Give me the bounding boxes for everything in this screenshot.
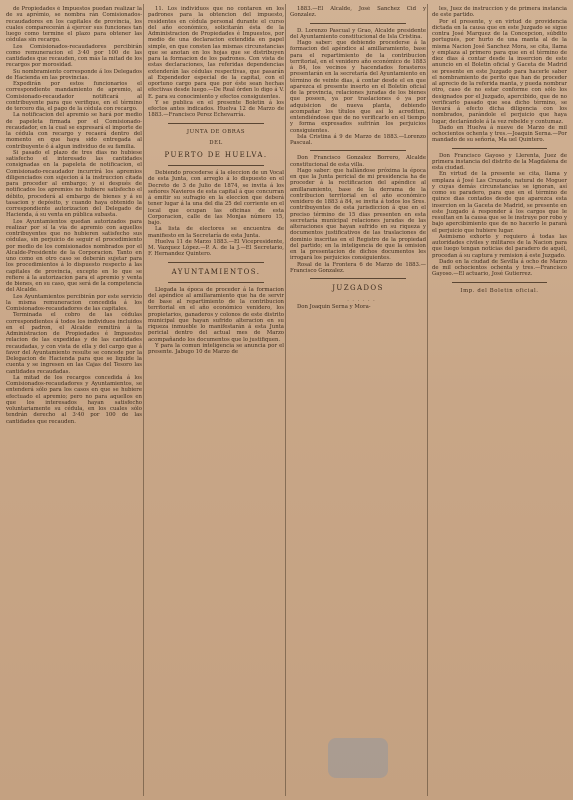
- paragraph: Hago saber: que debiendo procederse á la formacion del apéndice al amillaramiento, base para el repartimiento de la contribucion territorial, en el venidero año económico de 1883 á 84, los vecinos y hacendados forasteros presentarán en la secretaría del Ayuntamiento en término de veinte dias, á contar desde el en que aparezca el presente inserto en el Boletin oficial de la provincia, relaciones juradas de los bienes que poseen, ya por traslaciones ó ya por adquisicion de nueva planta, debiendo acompañar los títulos que así lo acrediten, entendiéndose que de no verificarlo en el tiempo y forma expresados sufrirán los perjuicios consiguientes.: [290, 40, 426, 134]
- column-4: [432, 6, 567, 796]
- column-rule: [143, 4, 144, 796]
- section-divider: [168, 262, 263, 263]
- paragraph: D. Lorenzo Pascual y Grao, Alcalde presidente del Ayuntamiento constitucional de Isla Cristina.: [290, 27, 426, 40]
- paragraph: Los Ayuntamientos quedan autorizados para realizar por sí la via de apremio con aquellos contribuyentes que no hubieren satisfecho sus cédulas, sin perjuicio de seguir el procedimiento por medio de los comisionados nombrados por el Alcalde-Presidente de la Corporacion. Tanto en uno como en otro caso se deberán sujetar para los procedimientos á lo dispuesto respecto á las capitales de provincia, excepto en lo que se refiere á la autorizacion para el apremio y venta de bienes, en su caso, que será de la competencia del Alcalde.: [6, 218, 142, 294]
- paragraph: La notificacion del apremio se hará por medio de papeleta firmada por el Comisionado-recaudador, en la cual se expresará el importe de la cédula con recargo y recaerá dentro del momento en que haya sido entregada al contribuyente ó á algun individuo de su familia.: [6, 112, 142, 150]
- paragraph: de Propiedades é Impuestos puedan realizar la de su aprémio, se nombra rán Comisionados-recaudadores en los capitales de provincia, los cuales comparecerán á ejercer sus funciones tan luego como termine el plazo para obtener las cédulas sin recargo.: [6, 6, 142, 44]
- column-2: [148, 6, 284, 796]
- column-3: [290, 6, 426, 796]
- paragraph: Huelva 11 de Marzo 1883.—El Vicepresidente, M. Vazquez López.—P. A. de la J.—El Secretario, F. Hernandez Quintero.: [148, 238, 284, 258]
- section-heading: PUERTO DE HUELVA.: [164, 151, 268, 159]
- paragraph: Su nombramiento corresponde á los Delegados de Hacienda en las provincias.: [6, 68, 142, 81]
- paragraph: Don Francisco Gonzalez Borrero, Alcalde constitucional de esta villa.: [290, 155, 426, 168]
- paragraph: Los Ayuntamientos percibirán por este servicio la misma remuneracion concedida á los Comisionados-recaudadores de las capitales.: [6, 293, 142, 312]
- column-1: [6, 6, 142, 796]
- paragraph: les, Juez de instruccion y de primera instancia de este partido.: [432, 6, 567, 19]
- section-heading: AYUNTAMIENTOS.: [171, 267, 261, 276]
- paragraph: Dado en la ciudad de Sevilla á ocho de Marzo de mil ochocientos ochenta y tres.—Francisco Gayoso.—El actuario, José Gutierrez.: [432, 258, 567, 278]
- paragraph: La mitad de los recargos concedida á los Comisionados-recaudadores y Ayuntamientos, se entenderá sólo para los casos en que se hubiere efectuado el apremio; pero no para aquellos en que los interesados hayan satisfecho voluntariamente su cédula, en los cuales sólo tendrán derecho al 3·40 por 100 de las cantidades que recauden.: [6, 374, 142, 425]
- section-divider: [310, 150, 405, 151]
- column-rule: [285, 4, 286, 796]
- section-heading: Imp. del Boletin oficial.: [460, 287, 539, 294]
- paragraph: Y para la comun inteligencia se anuncia por el presente. Jabugo 10 de Marzo de: [148, 342, 284, 355]
- section-divider: [452, 148, 547, 149]
- section-heading: JUZGADOS: [332, 284, 384, 292]
- paragraph: En virtud de la presente se cita, llama y emplaza á José Las Cruzado, natural de Moguer y cuyas demás circunstancias se ignoran, así como su paradero, para que en el término de quince dias contados desde que aparezca esta insercion en la Gaceta de Madrid, se presente en este Juzgado á responder á los cargos que le resultan en la causa que se le instruye por robo y bajo apercibimiento que de no hacerlo le parará el perjuicio que hubiere lugar.: [432, 171, 567, 234]
- section-heading: DEL: [209, 139, 223, 146]
- paragraph: Y se publica en el presente Boletin á los efectos antes indicados. Huelva 12 de Marzo de 1883.—Francisco Perez Echevarría.: [148, 99, 284, 119]
- ornament-dots: · · · · · ·: [347, 298, 376, 304]
- section-divider: [168, 123, 263, 124]
- paragraph: Don Joaquin Serna y Mora-: [297, 304, 371, 311]
- paragraph: La lista de electores se encuentra de manifiesto en la Secretaría de esta Junta.: [148, 226, 284, 239]
- paragraph: Dado en Huelva á nueve de Marzo de mil ochocientos ochenta y tres.—Joaquin Serna.—Por mandado de su señoría, Ma uel Quintero.: [432, 124, 567, 144]
- column-rule: [427, 4, 428, 796]
- paragraph: Por el presente, y en virtud de providencia dictada en la causa que en este Juzgado se sigue contra José Marquez de la Concepcion, súbdito portugués, por hurto de una manta al de la misma Nacion José Sanchez Mora, se cita, llama y emplaza al primero para que en el término de diez dias á contar desde la insercion de este anuncio en el Boletin oficial y Gaceta de Madrid se presente en este Juzgado para hacerle saber el nombramiento de perito que han de proceder al aprecio de la referida manta, y pueda nombrar otro, caso de no estar conforme con sólo los designados por el Juzgado, apercibido, que de no verificarlo pasado que sea dicho término, se llevará á efecto dicha diligencia con los nombrados, parándole el perjuicio que haya lugar, declarándole á la vez rebelde y contumaz.: [432, 18, 567, 125]
- paragraph: Los Comisionados-recaudadores percibirán como remuneracion el 3·40 por 100 de las cantidades que recauden, con más la mitad de los recargos por morosidad.: [6, 43, 142, 69]
- paragraph: Expedirán por estos funcionarios el correspondiente mandamiento de apremio, al Comisionado-recaudador notificará al contribuyente para que verifique, en el término de tercero dia, el pago de la cédula con recargo.: [6, 81, 142, 112]
- section-divider: [310, 23, 405, 24]
- section-divider: [452, 282, 547, 283]
- paragraph: Debiendo procederse á la eleccion de un Vocal de esta Junta, con arreglo á lo dispuesto en el Decreto de 3 de Julio de 1874, se invita á los señores Navieros de esta capital á que concurran á emitir su sufragio en la eleccion que deberá tener lugar á la una del dia 25 del corriente en el local que ocupan las oficinas de esta Corporacion, calle de las Monjas número 15, bajo.: [148, 170, 284, 226]
- paragraph: Hago saber: que hallándose próxima la época en que la Junta pericial de mi presidencia ha de proceder á la rectificacion del apéndice al amillaramiento, base de la derrama de la contribucion territorial en el año económico venidero de 1883 á 84, se invita á todos los Sres. contribuyentes de esta jurisdiccion á que en el preciso término de 15 dias presenten en esta secretaría municipal relaciones juradas de las alteraciones que hayan sufrido en su riqueza y documentos justificativos de las traslaciones de dominio inscritas en el Registro de la propiedad del partido; en la inteligencia de que la omision en la presentacion de dichos documentos les irrogará los perjuicios consiguientes.: [290, 167, 426, 262]
- paragraph: Isla Cristina á 9 de Marzo de 1883.—Lorenzo Pascual.: [290, 133, 426, 146]
- paragraph: Si pasado el plazo de tres dias no hubiese satisfecho el interesado las cantidades consignadas en la papeleta de notificacion, el Comisionado-recaudador incurrirá los apremios diligenciados con sujecion á la instruccion citada para proceder al embargo; y si después de notificados los apremios no hubiere satisfecho el débito, procederá al embargo de bienes y á su tasacion y depósito, y cuando haya obtenido la correspondiente autorizacion del Delegado de Hacienda, á su venta en pública subasta.: [6, 149, 142, 219]
- section-divider: [310, 278, 405, 279]
- section-divider: [168, 282, 263, 283]
- paragraph: Asimismo exhorto y requiero á todas las autoridades civiles y militares de la Nacion para que luego tengan noticias del paradero de aquél, procedan á su captura y remision á este Juzgado.: [432, 233, 567, 259]
- paragraph: Llegada la época de proceder á la formacion del apéndice al amillaramiento que ha de servir de base al repartimiento de la contribucion territorial en el año económico venidero, los propietarios, ganaderos y colonos de este distrito municipal que hayan sufrido alteracion en su riqueza inmueble lo manifestarán á esta Junta pericial dentro del actual mes de Marzo acompañando los documentos que lo justifiquen.: [148, 286, 284, 343]
- paragraph: Terminada el cobro de las cédulas correspondientes á todos los individuos incluidos en el padron, el Alcalde remitirá á la Administracion de Propiedades é Impuestos relacion de las expedidas y de las cantidades recaudadas, y con vista de ella y del cargo que á favor del Ayuntamiento resulte se concede por la Delegacion de Hacienda para que se liquide la cuenta y se ingresen en las Cajas del Tesoro las cantidades recaudadas.: [6, 312, 142, 375]
- section-divider: [168, 165, 263, 166]
- paragraph: Rosal de la Frontera 6 de Marzo de 1883.—Francisco Gonzalez.: [290, 261, 426, 274]
- paragraph: 11. Los individuos que no contaren en los padrones para la obtencion del impuesto, residentes en cédula personal durante el curso del año económico, solicitarán ésta de la Administracion de Propiedades é Impuestos, por medio de una declaracion extendida en papel simple, en que consten las mismas circunstancias que se anotan en los hojas que se distribuyen para la formacion de los padrones. Con vista de estas declaraciones, las referidas dependencias extenderán las cédulas respectivas, que pasarán al Expendedor especial de la capital, con el oportuno cargo para que por éste sean hechas efectivas desde luego.—De Real órden lo digo á V. E. para su conocimiento y efectos consiguientes.: [148, 6, 284, 100]
- paragraph: Don Francisco Gayoso y Llerenta, Juez de primera instancia del distrito de la Magdalena de esta ciudad.: [432, 152, 567, 171]
- section-heading: JUNTA DE OBRAS: [186, 128, 246, 135]
- paragraph: 1883.—El Alcalde, José Sanchez Cid y Gonzalez.: [290, 6, 426, 19]
